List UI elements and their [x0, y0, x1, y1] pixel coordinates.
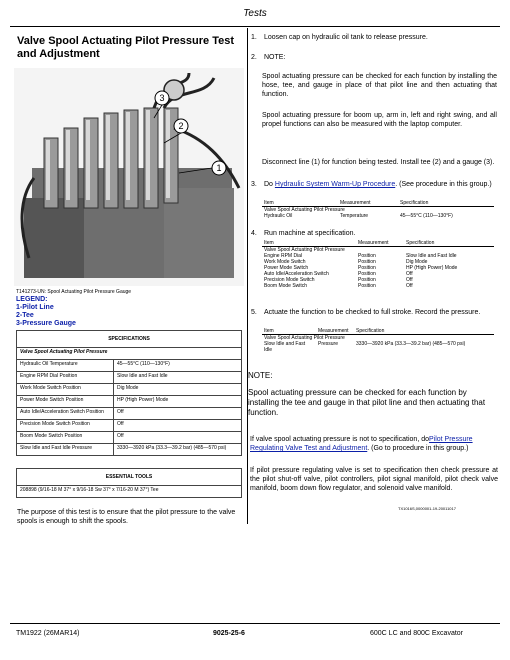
note-paragraph-2: Spool actuating pressure for boom up, arm in, left and right swing, and all propel functions can also be measured with the laptop computer. — [262, 112, 497, 128]
table-row: Valve Spool Actuating Pilot Pressure — [264, 335, 345, 341]
step-5-number: 5. — [251, 309, 257, 316]
table-row: Boom Mode Switch Position Off — [17, 432, 242, 444]
step-3-text: Do Hydraulic System Warm-Up Procedure. (See procedure in this group.) — [264, 181, 492, 188]
table-row: Power Mode Switch Position HP (High Power) Mode — [17, 396, 242, 408]
table-row: Valve Spool Actuating Pilot Pressure — [264, 247, 345, 253]
legend-item-1: 1-Pilot Line — [16, 304, 54, 311]
essential-tools-table — [16, 468, 242, 498]
step-5-table: Item Measurement Specification Valve Spool Actuating Pilot Pressure Slow Idle and Fast Idle Pressure 3330—3920 kPa (33.3—39.2 bar) (485—570 psi) — [262, 328, 494, 353]
table-row: Slow Idle and Fast Idle Pressure 3330—3920 kPa (33.3—39.2 bar) (485—570 psi) — [17, 444, 242, 456]
legend-item-3: 3-Pressure Gauge — [16, 320, 76, 327]
spec-table-header: SPECIFICATIONS — [17, 331, 242, 348]
table-row: Hydraulic Oil Temperature 45—55°C (110—130°F) — [17, 360, 242, 372]
purpose-text: The purpose of this test is to ensure that the pilot pressure to the valve spools is enough to shift the spools. — [17, 509, 236, 525]
legend-item-2: 2-Tee — [16, 312, 34, 319]
table-row: Power Mode Switch Position HP (High Power) Mode — [264, 265, 458, 271]
footer-page-number: 9025-25-6 — [213, 630, 245, 637]
table-row: Slow Idle and Fast Idle Pressure 3330—3920 kPa (33.3—39.2 bar) (485—570 psi) — [264, 341, 466, 353]
table-row: Hydraulic Oil Temperature 45—55°C (110—130°F) — [264, 213, 453, 219]
specifications-table — [16, 330, 242, 456]
not-to-spec-instruction: If valve spool actuating pressure is not to specification, doPilot Pressure Regulating Valve Test and Adjustment. (Go to procedure in this group.) — [250, 436, 473, 452]
document-reference: TX1016S,0000001-19-20011017 — [398, 506, 456, 511]
table-row: Engine RPM Dial Position Slow Idle and Fast Idle — [264, 253, 457, 259]
table-row: Precision Mode Switch Position Off — [17, 420, 242, 432]
note-paragraph-1: Spool actuating pressure can be checked for each function by installing the hose, tee, and gauge in place of that pilot line and then actuating that function. — [262, 73, 497, 98]
spec-table-subheader: Valve Spool Actuating Pilot Pressure — [17, 348, 242, 360]
table-row: Work Mode Switch Position Dig Mode — [264, 259, 428, 265]
header-rule — [10, 26, 500, 27]
table-row: Valve Spool Actuating Pilot Pressure — [264, 207, 345, 213]
table-row: Precision Mode Switch Position Off — [264, 277, 413, 283]
section-title: Valve Spool Actuating Pilot Pressure Test and Adjustment — [17, 35, 235, 60]
table-row: 208898 (9/16-18 M 37° x 9/16-18 Sw 37° x 7/16-20 M 37°) Tee — [17, 486, 242, 498]
step-2-number: 2. — [251, 54, 257, 61]
table-row: Auto Idle/Acceleration Switch Position Off — [17, 408, 242, 420]
disconnect-instruction: Disconnect line (1) for function being tested. Install tee (2) and a gauge (3). — [262, 159, 495, 166]
table-row: Work Mode Switch Position Dig Mode — [17, 384, 242, 396]
note-label: NOTE: — [248, 371, 273, 380]
hydraulic-valve-photo — [14, 68, 244, 286]
note-2-text: Spool actuating pressure can be checked for each function by installing the tee and gauge in that pilot line and then actuating that function. — [248, 388, 486, 417]
legend-title: LEGEND: — [16, 296, 48, 303]
callout-3: 3 — [159, 93, 165, 103]
step-1-number: 1. — [251, 34, 257, 41]
step-3-number: 3. — [251, 181, 257, 188]
footer-manual-id: TM1922 (26MAR14) — [16, 630, 80, 637]
callout-1: 1 — [216, 163, 222, 173]
tools-table-header: ESSENTIAL TOOLS — [17, 469, 242, 486]
figure-caption: T141273-UN: Spool Actuating Pilot Pressure Gauge — [16, 289, 132, 295]
step-5-text: Actuate the function to be checked to full stroke. Record the pressure. — [264, 309, 481, 316]
footer-rule — [10, 623, 500, 624]
table-row: Boom Mode Switch Position Off — [264, 283, 413, 289]
at-spec-instruction: If pilot pressure regulating valve is set to specification then check pressure at the pilot shut-off valve, pilot controllers, pilot signal manifold, pilot check valve manifold, boom down flow regulator, and solenoid valve manifold. — [250, 467, 498, 492]
legend — [16, 296, 76, 328]
step-3-table: Item Measurement Specification Valve Spool Actuating Pilot Pressure Hydraulic Oil Temperature 45—55°C (110—130°F) — [262, 200, 494, 219]
page-header-title: Tests — [243, 8, 267, 19]
footer-machine-model: 600C LC and 800C Excavator — [370, 630, 463, 637]
table-row: Auto Idle/Acceleration Switch Position Off — [264, 271, 413, 277]
step-2-text: NOTE: — [264, 54, 286, 61]
warm-up-procedure-link[interactable]: Hydraulic System Warm-Up Procedure — [274, 181, 396, 188]
step-4-number: 4. — [251, 230, 257, 237]
step-1-text: Loosen cap on hydraulic oil tank to release pressure. — [264, 34, 428, 41]
table-row: Engine RPM Dial Position Slow Idle and Fast Idle — [17, 372, 242, 384]
pilot-pressure-valve-test-link[interactable]: Pilot Pressure Regulating Valve Test and Adjustment — [250, 436, 473, 452]
step-4-text: Run machine at specification. — [264, 230, 356, 237]
callout-2: 2 — [178, 121, 184, 131]
step-4-table: Item Measurement Specification Valve Spool Actuating Pilot Pressure Engine RPM Dial Position Slow Idle and Fast Idle Work Mode Switch Position Dig Mode Power Mode Switch Position HP (High Power) Mode Auto Idle/Acceleration Switch Position Off Precision Mode Switch Position Off Boom Mode Switch Position Off — [262, 240, 494, 289]
column-divider — [247, 28, 248, 524]
